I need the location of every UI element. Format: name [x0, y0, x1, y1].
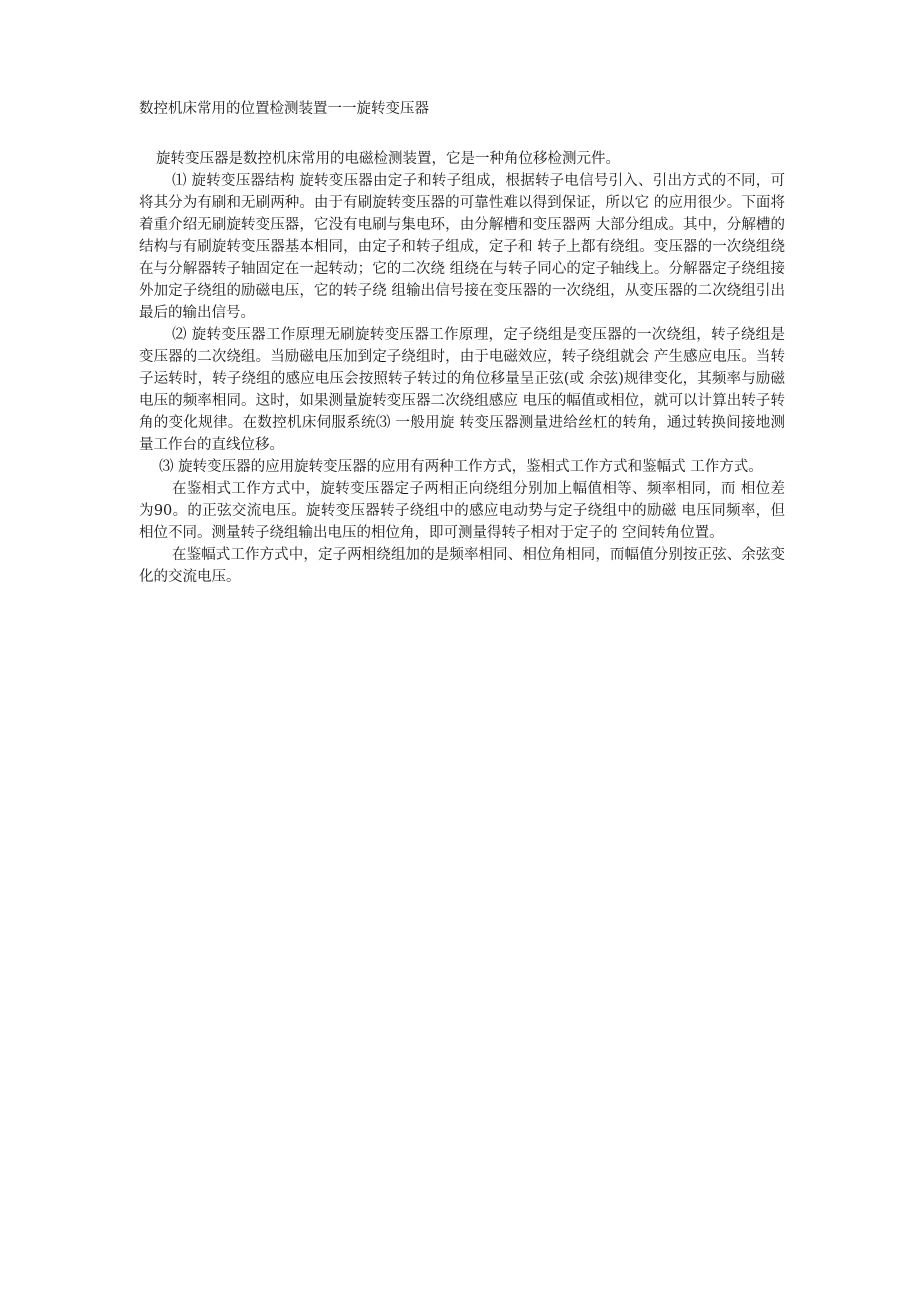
document-body: [139, 148, 785, 588]
document-title: 数控机床常用的位置检测装置一一旋转变压器: [139, 101, 429, 117]
paragraph-structure: ⑴ 旋转变压器结构 旋转变压器由定子和转子组成，根据转子电信号引入、引出方式的不同，可将其分为有刷和无刷两种。由于有刷旋转变压器的可靠性难以得到保证，所以它 的应用很少。下面将着重介绍无刷旋转变压器，它没有电刷与集电环，由分解槽和变压器两 大部分组成。其中，分解槽的结构与有刷旋转变压器基本相同，由定子和转子组成，定子和 转子上都有绕组。变压器的一次绕组绕在与分解器转子轴固定在一起转动；它的二次绕 组绕在与转子同心的定子轴线上。分解器定子绕组接外加定子绕组的励磁电压，它的转子绕 组输出信号接在变压器的一次绕组，从变压器的二次绕组引出最后的输出信号。: [139, 173, 785, 321]
paragraph-working-principle: ⑵ 旋转变压器工作原理无刷旋转变压器工作原理，定子绕组是变压器的一次绕组，转子绕组是变压器的二次绕组。当励磁电压加到定子绕组时，由于电磁效应，转子绕组就会 产生感应电压。当转子运转时，转子绕组的感应电压会按照转子转过的角位移量呈正弦(或 余弦)规律变化，其频率与励磁电压的频率相同。这时，如果测量旋转变压器二次绕组感应 电压的幅值或相位，就可以计算出转子转角的变化规律。在数控机床伺服系统⑶ 一般用旋 转变压器测量进给丝杠的转角，通过转换间接地测量工作台的直线位移。: [139, 327, 785, 453]
paragraph-intro: 旋转变压器是数控机床常用的电磁检测装置，它是一种角位移检测元件。: [156, 151, 620, 167]
paragraph-application: ⑶ 旋转变压器的应用旋转变压器的应用有两种工作方式，鉴相式工作方式和鉴幅式 工作方式。: [159, 459, 763, 475]
paragraph-phase-mode: 在鉴相式工作方式中，旋转变压器定子两相正向绕组分别加上幅值相等、频率相同，而 相位差为90。的正弦交流电压。旋转变压器转子绕组中的感应电动势与定子绕组中的励磁 电压同频率，但相位不同。测量转子绕组输出电压的相位角，即可测量得转子相对于定子的 空间转角位置。: [139, 481, 785, 541]
paragraph-amplitude-mode: 在鉴幅式工作方式中，定子两相绕组加的是频率相同、相位角相同，而幅值分别按正弦、余弦变化的交流电压。: [139, 547, 785, 585]
